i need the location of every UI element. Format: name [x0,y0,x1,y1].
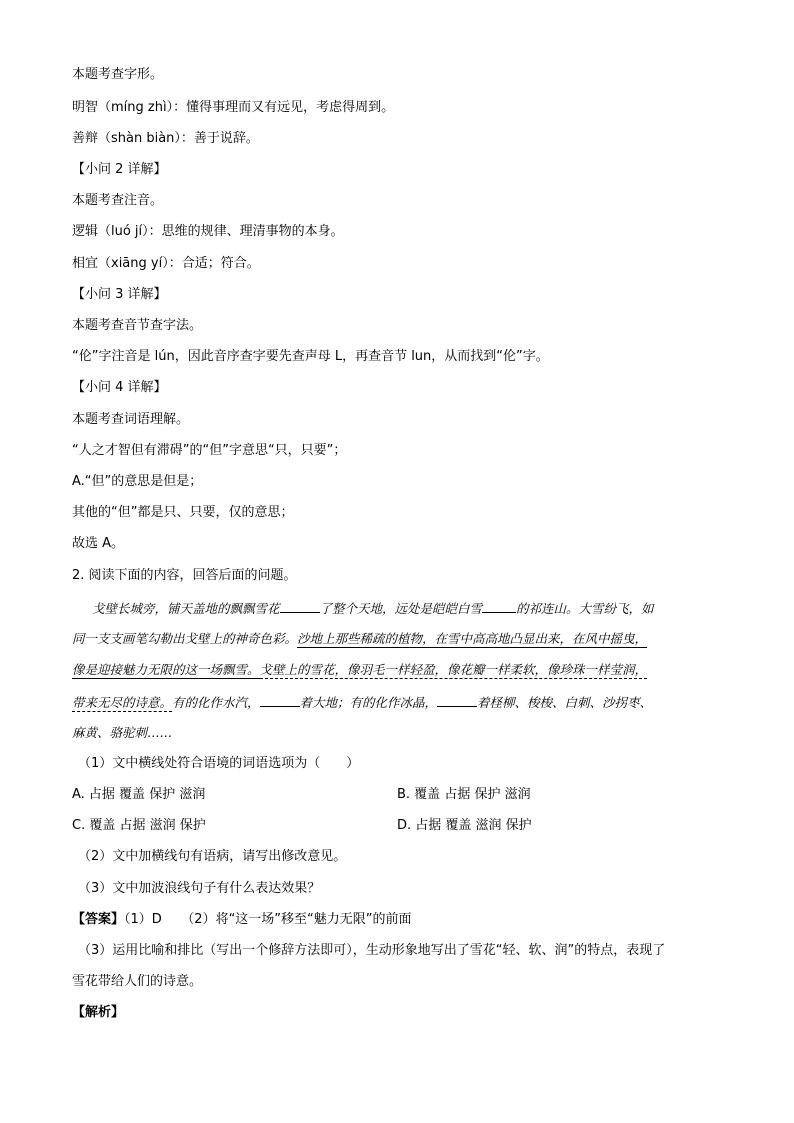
passage-line [72,661,647,679]
section-heading: 【小问 3 详解】 [72,287,167,302]
text-line: 其他的“但”都是只、只要，仅的意思； [72,505,294,520]
text-line: 本题考查字形。 [72,67,164,82]
sub-question: （2）文中加横线句有语病，请写出修改意见。 [78,849,347,864]
underlined-sentence: 沙地上那些稀疏的植物，在雪中高高地凸显出来，在风中摇曳， [297,631,648,646]
passage-text: 戈壁长城旁，铺天盖地的飘飘雪花 [92,601,280,616]
text-line: 故选 A。 [72,536,125,551]
wavy-underlined-sentence: 带来无尽的诗意。 [72,695,173,710]
text-line: 本题考查词语理解。 [72,412,190,427]
option-a: A. 占据 覆盖 保护 滋润 [72,787,206,802]
option-d: D. 占据 覆盖 滋润 保护 [397,818,532,833]
answer-line [72,911,412,929]
analysis-tag: 【解析】 [72,1005,125,1020]
fill-blank [437,693,477,707]
passage-line [72,693,652,712]
answer-text: （1）D （2）将“这一场”移至“魅力无限”的前面 [124,912,412,927]
passage-text: 有的化作水汽， [172,695,260,710]
underlined-sentence: 像是迎接魅力无限的这一场飘雪。 [72,662,260,677]
text-line: 本题考查注音。 [72,193,164,208]
text-line: 本题考查音节查字法。 [72,318,203,333]
option-c: C. 覆盖 占据 滋润 保护 [72,818,206,833]
fill-blank [482,599,516,613]
passage-line: 麻黄、骆驼刺…… [72,725,173,740]
text-line: A.“但”的意思是但是； [72,474,203,489]
question-title: 2. 阅读下面的内容，回答后面的问题。 [72,568,297,583]
section-heading: 【小问 2 详解】 [72,162,167,177]
passage-text: 同一支支画笔勾勒出戈壁上的神奇色彩。 [72,631,298,646]
text-line: “伦”字注音是 lún，因此音序查字要先查声母 L，再查音节 lun，从而找到“伦”字。 [72,349,549,364]
text-line: 明智（míng zhì）：懂得事理而又有远见，考虑得周到。 [72,100,395,115]
option-b: B. 覆盖 占据 保护 滋润 [397,787,531,802]
passage-text: 着柽柳、梭梭、白刺、沙拐枣、 [477,695,653,710]
passage-line [72,630,647,648]
text-line: 善辩（shàn biàn）：善于说辞。 [72,131,259,146]
section-heading: 【小问 4 详解】 [72,380,167,395]
answer-line: 雪花带给人们的诗意。 [72,974,203,989]
text-line: 相宜（xiāng yí）：合适；符合。 [72,256,260,271]
passage-text: 着大地；有的化作冰晶， [299,695,438,710]
passage-text: 了整个天地，远处是皑皑白雪 [319,601,483,616]
text-line: 逻辑（luó jí）：思维的规律、理清事物的本身。 [72,224,344,239]
wavy-underlined-sentence: 戈壁上的雪花，像羽毛一样轻盈，像花瓣一样柔软，像珍珠一样莹润， [259,662,648,677]
sub-question: （1）文中横线处符合语境的词语选项为（ ） [78,756,360,771]
sub-question: （3）文中加波浪线句子有什么表达效果？ [78,881,321,896]
passage-line [92,599,654,618]
answer-line: （3）运用比喻和排比（写出一个修辞方法即可），生动形象地写出了雪花“轻、软、润”的特点，表现了 [78,943,666,958]
fill-blank [280,599,320,613]
fill-blank [260,693,300,707]
passage-text: 的祁连山。大雪纷飞，如 [516,601,654,616]
answer-tag: 【答案】 [72,912,125,927]
text-line: “人之才智但有滞碍”的“但”字意思“只，只要”； [72,443,347,458]
